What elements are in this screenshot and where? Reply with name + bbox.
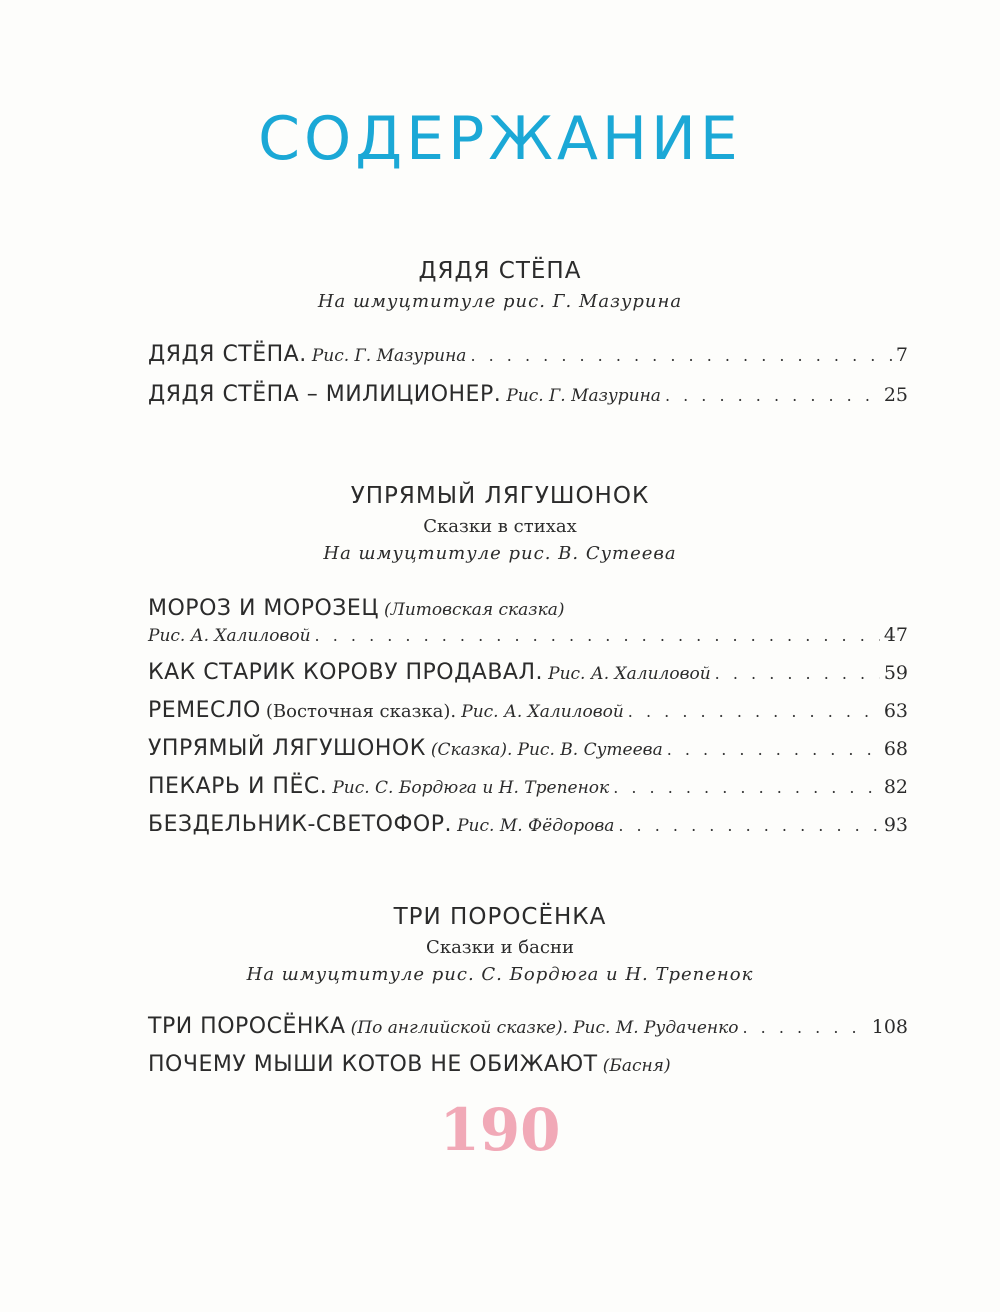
leader-dots <box>618 816 879 835</box>
toc-entry[interactable] <box>148 698 908 723</box>
entry-credit: Рис. А. Халиловой <box>461 702 624 722</box>
toc-entry[interactable] <box>148 624 908 646</box>
entry-page: 82 <box>883 776 908 798</box>
entry-genre: (Восточная сказка). <box>265 701 457 722</box>
section-title-upryamyy-lyagushonok: УПРЯМЫЙ ЛЯГУШОНОК <box>350 483 650 509</box>
page-title: СОДЕРЖАНИЕ <box>258 104 742 174</box>
leader-dots <box>715 664 880 683</box>
entry-credit: Рис. Г. Мазурина <box>311 346 467 366</box>
entry-genre: (Басня) <box>602 1056 671 1076</box>
leader-dots <box>613 778 880 797</box>
toc-entry[interactable] <box>148 736 908 761</box>
entry-page: 47 <box>883 624 908 646</box>
entry-title: ДЯДЯ СТЁПА. <box>148 342 307 367</box>
entry-credit: Рис. М. Фёдорова <box>457 816 615 836</box>
entry-genre: (Литовская сказка) <box>384 600 565 620</box>
section-note: На шмуцтитуле рис. Г. Мазурина <box>317 291 683 312</box>
entry-credit: Рис. М. Рудаченко <box>573 1018 739 1038</box>
entry-page: 108 <box>871 1016 908 1038</box>
toc-entry[interactable] <box>148 660 908 685</box>
toc-entry-title-line[interactable] <box>148 596 564 621</box>
section-note: На шмуцтитуле рис. С. Бордюга и Н. Трепенок <box>246 964 754 985</box>
entry-title: БЕЗДЕЛЬНИК-СВЕТОФОР. <box>148 812 453 837</box>
leader-dots <box>665 386 880 405</box>
entry-credit: Рис. А. Халиловой <box>148 626 311 646</box>
entry-genre: (Сказка). <box>430 740 513 760</box>
entry-title: ТРИ ПОРОСЁНКА <box>148 1014 346 1039</box>
toc-entry[interactable] <box>148 774 908 799</box>
entry-title: ПЕКАРЬ И ПЁС. <box>148 774 328 799</box>
entry-title: РЕМЕСЛО <box>148 698 261 723</box>
entry-page: 93 <box>883 814 908 836</box>
page-number: 190 <box>439 1096 561 1164</box>
section-title-tri-porosenka: ТРИ ПОРОСЁНКА <box>393 904 607 930</box>
toc-entry[interactable] <box>148 1014 908 1039</box>
entry-credit: Рис. Г. Мазурина <box>506 386 661 406</box>
section-subtitle: Сказки и басни <box>426 937 574 958</box>
toc-entry[interactable] <box>148 342 908 367</box>
entry-title: ПОЧЕМУ МЫШИ КОТОВ НЕ ОБИЖАЮТ <box>148 1052 598 1077</box>
leader-dots <box>667 740 880 759</box>
entry-title: ДЯДЯ СТЁПА – МИЛИЦИОНЕР. <box>148 382 502 407</box>
section-subtitle: Сказки в стихах <box>423 516 577 537</box>
entry-genre: (По английской сказке). <box>350 1018 569 1038</box>
toc-entry[interactable] <box>148 812 908 837</box>
leader-dots <box>742 1018 867 1037</box>
entry-page: 63 <box>883 700 908 722</box>
section-note: На шмуцтитуле рис. В. Сутеева <box>323 543 677 564</box>
leader-dots <box>470 346 891 365</box>
leader-dots <box>315 626 880 645</box>
entry-title: УПРЯМЫЙ ЛЯГУШОНОК <box>148 736 426 761</box>
entry-page: 7 <box>895 344 908 366</box>
entry-page: 68 <box>883 738 908 760</box>
leader-dots <box>628 702 880 721</box>
entry-page: 59 <box>883 662 908 684</box>
toc-entry-title-line[interactable] <box>148 1052 671 1077</box>
section-title-dyadya-styopa: ДЯДЯ СТЁПА <box>418 258 582 284</box>
entry-credit: Рис. С. Бордюга и Н. Трепенок <box>332 778 610 798</box>
entry-credit: Рис. В. Сутеева <box>517 740 663 760</box>
entry-title: КАК СТАРИК КОРОВУ ПРОДАВАЛ. <box>148 660 544 685</box>
entry-page: 25 <box>883 384 908 406</box>
entry-title: МОРОЗ И МОРОЗЕЦ <box>148 596 379 621</box>
toc-entry[interactable] <box>148 382 908 407</box>
entry-credit: Рис. А. Халиловой <box>548 664 711 684</box>
